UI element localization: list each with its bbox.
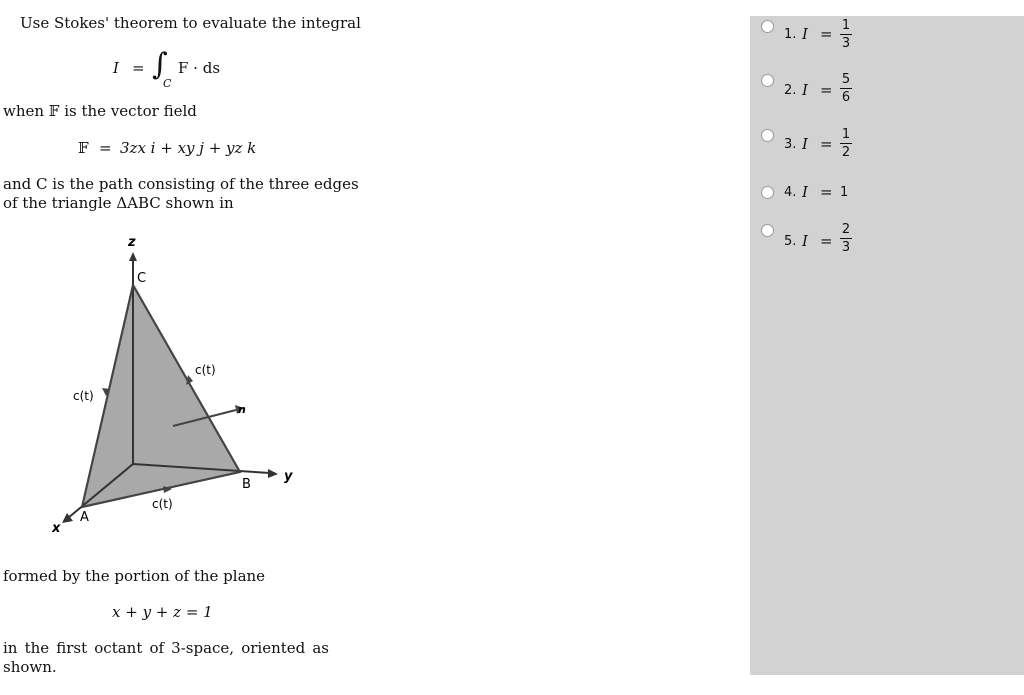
when-text: when 𝔽 is the vector field bbox=[3, 102, 197, 120]
fraction-bar bbox=[840, 143, 852, 144]
option-fraction bbox=[840, 18, 852, 51]
option-1[interactable] bbox=[750, 18, 1024, 58]
fraction-bar bbox=[840, 88, 852, 89]
option-3[interactable] bbox=[750, 127, 1024, 167]
option-variable: I bbox=[802, 183, 808, 201]
integral-sign: ∫ bbox=[152, 47, 168, 82]
fraction-denominator: 2 bbox=[841, 145, 851, 160]
option-4-radio[interactable] bbox=[761, 186, 774, 199]
option-5-radio[interactable] bbox=[761, 224, 774, 237]
option-variable: I bbox=[802, 81, 808, 99]
axis-x-label: x bbox=[52, 521, 61, 536]
field-equals: = bbox=[99, 139, 112, 157]
fraction-denominator: 3 bbox=[841, 240, 851, 255]
fraction-numerator: 2 bbox=[841, 222, 851, 237]
integral-subscript: C bbox=[163, 77, 172, 90]
option-equals: = bbox=[820, 25, 833, 43]
formed-text: formed by the portion of the plane bbox=[3, 567, 266, 585]
fraction-numerator: 5 bbox=[841, 72, 851, 87]
option-variable: I bbox=[802, 25, 808, 43]
triangle-face bbox=[82, 285, 240, 507]
integral-lhs: I bbox=[113, 59, 119, 77]
triangle-figure bbox=[40, 230, 310, 540]
option-equals: = bbox=[820, 232, 833, 250]
answer-panel bbox=[750, 16, 1024, 675]
option-2-radio[interactable] bbox=[761, 74, 774, 87]
option-number: 4. bbox=[784, 185, 797, 200]
option-1-radio[interactable] bbox=[761, 20, 774, 33]
fraction-denominator: 3 bbox=[841, 36, 851, 51]
option-equals: = bbox=[820, 135, 833, 153]
option-value: 1 bbox=[840, 185, 849, 200]
fraction-numerator: 1 bbox=[841, 18, 851, 33]
integral-equals: = bbox=[132, 59, 145, 77]
path-line-1: and C is the path consisting of the three edges bbox=[3, 175, 359, 193]
option-number: 2. bbox=[784, 83, 797, 98]
y-axis-arrow bbox=[268, 469, 278, 478]
option-equals: = bbox=[820, 81, 833, 99]
option-equals: = bbox=[820, 183, 833, 201]
axis-y-label: y bbox=[284, 469, 293, 484]
normal-label: n bbox=[238, 403, 246, 416]
option-number: 1. bbox=[784, 27, 797, 42]
integral-body: F · ds bbox=[178, 59, 221, 77]
option-5[interactable] bbox=[750, 222, 1024, 262]
fraction-bar bbox=[840, 34, 852, 35]
vertex-a-label: A bbox=[80, 510, 89, 525]
option-4[interactable] bbox=[750, 184, 1024, 224]
plane-equation: x + y + z = 1 bbox=[112, 603, 213, 621]
option-2[interactable] bbox=[750, 72, 1024, 112]
fraction-numerator: 1 bbox=[841, 127, 851, 142]
option-variable: I bbox=[802, 135, 808, 153]
problem-statement bbox=[0, 0, 361, 695]
option-variable: I bbox=[802, 232, 808, 250]
vertex-c-label: C bbox=[137, 271, 147, 286]
option-fraction bbox=[840, 127, 852, 160]
option-number: 3. bbox=[784, 137, 797, 152]
option-3-radio[interactable] bbox=[761, 129, 774, 142]
option-fraction bbox=[840, 72, 852, 105]
field-lhs: 𝔽 bbox=[78, 139, 89, 157]
field-rhs: 3zx i + xy j + yz k bbox=[120, 139, 257, 157]
edge-label-right: c(t) bbox=[195, 363, 216, 377]
option-number: 5. bbox=[784, 234, 797, 249]
axis-z-label: z bbox=[128, 235, 136, 250]
option-fraction bbox=[840, 222, 852, 255]
edge-label-left: c(t) bbox=[73, 389, 94, 403]
z-axis-arrow bbox=[129, 252, 137, 261]
octant-text: in the first octant of 3-space, oriented as shown. bbox=[3, 639, 329, 676]
fraction-denominator: 6 bbox=[841, 90, 851, 105]
vertex-b-label: B bbox=[242, 477, 251, 492]
intro-text: Use Stokes' theorem to evaluate the integral bbox=[20, 14, 361, 32]
path-line-2: of the triangle ΔABC shown in bbox=[3, 194, 234, 212]
edge-label-bottom: c(t) bbox=[152, 497, 173, 511]
fraction-bar bbox=[840, 238, 852, 239]
